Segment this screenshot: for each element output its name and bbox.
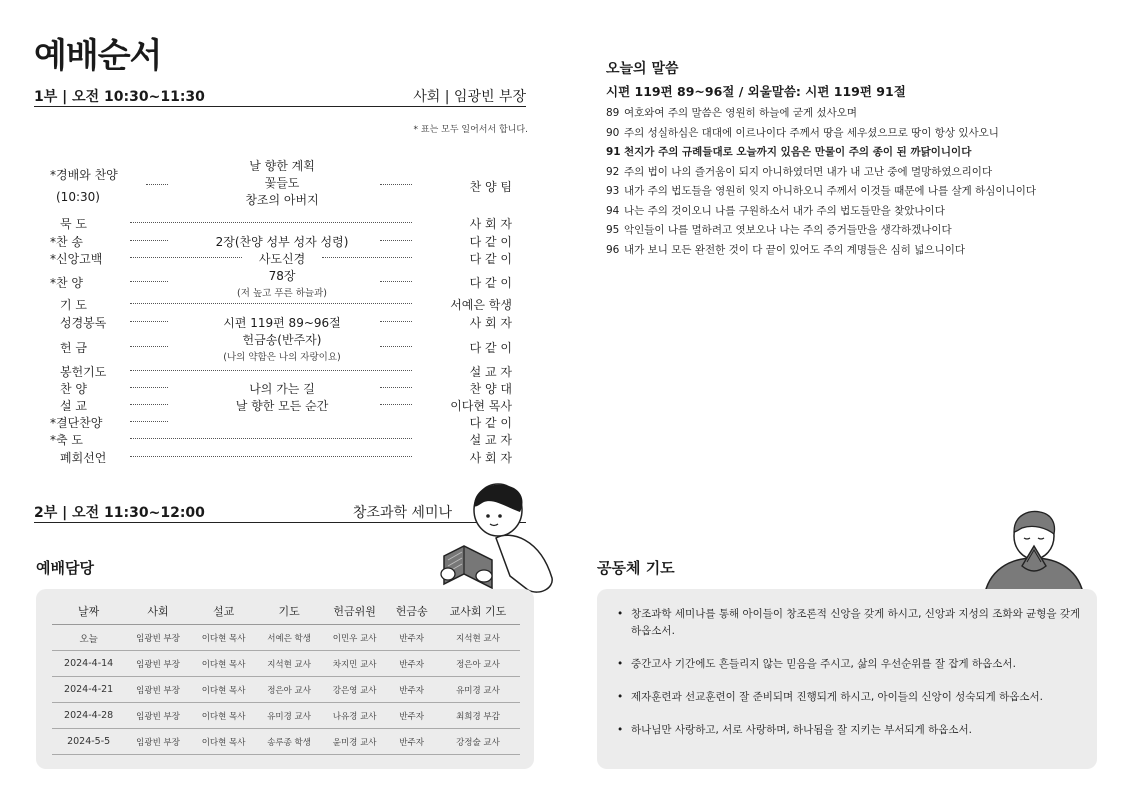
- order-leader: 다 같 이: [469, 276, 512, 290]
- order-content: 사도신경: [258, 252, 306, 266]
- verse-item: [606, 104, 1066, 124]
- order-row: [50, 314, 512, 330]
- verse-text: 나는 주의 것이오니 나를 구원하소서 내가 주의 법도들만을 찾았나이다: [624, 204, 945, 217]
- table-row: [52, 677, 520, 703]
- table-cell: 임광빈 부장: [125, 625, 191, 651]
- order-leader: 다 같 이: [469, 416, 512, 430]
- prayer-title: 공동체 기도: [597, 559, 675, 577]
- table-cell: 나유경 교사: [322, 703, 388, 729]
- verse-text: 내가 주의 법도들을 영원히 잊지 아니하오니 주께서 이것들 때문에 나를 살게 하심이니이다: [624, 185, 1037, 197]
- order-leader: 다 같 이: [469, 235, 512, 249]
- order-row: [50, 158, 512, 210]
- column-header: 설교: [191, 598, 257, 625]
- order-label-time: (10:30): [56, 190, 100, 204]
- table-row: [52, 729, 520, 755]
- order-content: 2장(찬양 성부 성자 성령): [215, 235, 349, 249]
- order-leader: 설 교 자: [469, 365, 512, 379]
- word-reference: 시편 119편 89~96절 / 외울말씀: 시편 119편 91절: [606, 84, 906, 99]
- leader-dots: [130, 370, 412, 371]
- table-cell: 송루종 학생: [256, 729, 322, 755]
- song-title: 꽃들도: [264, 176, 300, 190]
- leader-dots: [380, 404, 412, 405]
- verse-text: 여호와여 주의 말씀은 영원히 하늘에 굳게 섰사오며: [624, 107, 858, 119]
- person-praying-icon: [980, 506, 1088, 602]
- date-cell: 2024-5-5: [52, 729, 125, 755]
- table-cell: 반주자: [387, 703, 436, 729]
- table-cell: 강정술 교사: [436, 729, 520, 755]
- verse-number: 89: [606, 107, 620, 119]
- duty-title: 예배담당: [36, 559, 94, 577]
- column-header: 날짜: [52, 598, 125, 625]
- leader-dots: [130, 303, 412, 304]
- table-cell: 정은아 교사: [436, 651, 520, 677]
- date-cell: 오늘: [52, 625, 125, 651]
- table-cell: 최희경 부감: [436, 703, 520, 729]
- verse-item: [606, 221, 1066, 241]
- order-label: 봉헌기도: [60, 365, 107, 379]
- order-leader: 설 교 자: [469, 433, 512, 447]
- verse-text: 내가 보니 모든 완전한 것이 다 끝이 있어도 주의 계명들은 심히 넓으니이다: [624, 243, 966, 256]
- table-cell: 반주자: [387, 677, 436, 703]
- order-leader: 서예은 학생: [450, 298, 512, 312]
- order-content: 나의 가는 길: [249, 382, 315, 396]
- leader-dots: [130, 421, 168, 422]
- order-leader: 이다현 목사: [450, 399, 512, 413]
- standing-note: * 표는 모두 일어서서 합니다.: [413, 125, 528, 135]
- song-title: 날 향한 계획: [249, 159, 315, 173]
- verse-item: [606, 163, 1066, 183]
- order-row: [50, 250, 512, 266]
- leader-dots: [380, 387, 412, 388]
- order-label: 설 교: [60, 399, 87, 413]
- column-header: 사회: [125, 598, 191, 625]
- table-cell: 임광빈 부장: [125, 651, 191, 677]
- prayer-item: • 중간고사 기간에도 흔들리지 않는 믿음을 주시고, 삶의 우선순위를 잘 잡게 하옵소서.: [615, 656, 1085, 673]
- table-cell: 이다현 목사: [191, 625, 257, 651]
- order-content: 시편 119편 89~96절: [223, 316, 341, 330]
- order-label: 기 도: [60, 298, 87, 312]
- table-cell: 지석현 교사: [436, 625, 520, 651]
- leader-dots: [380, 240, 412, 241]
- order-label: 찬 양: [60, 382, 87, 396]
- column-header: 교사회 기도: [436, 598, 520, 625]
- order-row: [50, 331, 512, 361]
- order-row: [50, 233, 512, 249]
- duty-table: [52, 598, 520, 755]
- order-label: *축 도: [50, 433, 83, 447]
- date-cell: 2024-4-28: [52, 703, 125, 729]
- order-leader: 사 회 자: [469, 217, 512, 231]
- order-content: 날 향한 모든 순간: [235, 399, 329, 413]
- order-row: [50, 414, 512, 430]
- person-reading-book-icon: [436, 480, 558, 598]
- table-cell: 유미경 교사: [256, 703, 322, 729]
- order-row: [50, 363, 512, 379]
- order-row: [50, 397, 512, 413]
- verse-text: 천지가 주의 규례들대로 오늘까지 있음은 만물이 주의 종이 된 까닭이니이다: [624, 146, 972, 158]
- order-subtitle: (나의 약함은 나의 자랑이요): [223, 352, 341, 363]
- order-leader: 찬 양 대: [469, 382, 512, 396]
- order-label: *찬 양: [50, 276, 83, 290]
- table-cell: 임광빈 부장: [125, 729, 191, 755]
- part2-label: 2부 | 오전 11:30~12:00: [34, 505, 205, 521]
- table-cell: 임광빈 부장: [125, 703, 191, 729]
- verse-number: 93: [606, 185, 620, 197]
- prayer-list: [615, 606, 1085, 755]
- leader-dots: [130, 456, 412, 457]
- verse-text: 악인들이 나를 멸하려고 엿보오나 나는 주의 증거들만을 생각하겠나이다: [624, 224, 952, 236]
- verse-text: 주의 성실하심은 대대에 이르나이다 주께서 땅을 세우셨으므로 땅이 항상 있사오니: [624, 126, 999, 139]
- table-cell: 차지민 교사: [322, 651, 388, 677]
- leader-dots: [380, 346, 412, 347]
- order-subtitle: (저 높고 푸른 하늘과): [237, 288, 327, 299]
- leader-dots: [380, 281, 412, 282]
- memory-verse-item: [606, 143, 1066, 163]
- word-title: 오늘의 말씀: [606, 61, 679, 77]
- order-row: [50, 449, 512, 465]
- order-content: 78장: [268, 269, 296, 283]
- table-cell: 정은아 교사: [256, 677, 322, 703]
- part1-header: [34, 80, 526, 107]
- order-leader: 다 같 이: [469, 252, 512, 266]
- table-cell: 유미경 교사: [436, 677, 520, 703]
- verse-number: 95: [606, 224, 620, 236]
- order-label: *신앙고백: [50, 252, 103, 266]
- table-row: [52, 703, 520, 729]
- column-header: 헌금위원: [322, 598, 388, 625]
- leader-dots: [130, 438, 412, 439]
- part1-host: 사회 | 임광빈 부장: [413, 89, 526, 105]
- order-label: 성경봉독: [60, 316, 107, 330]
- table-row: [52, 625, 520, 651]
- order-label: 헌 금: [60, 341, 87, 355]
- verse-text: 주의 법이 나의 즐거움이 되지 아니하였더면 내가 내 고난 중에 멸망하였으리이다: [624, 165, 993, 178]
- verse-number: 96: [606, 243, 620, 256]
- verse-number: 91: [606, 146, 621, 158]
- order-label: *결단찬양: [50, 416, 103, 430]
- date-cell: 2024-4-21: [52, 677, 125, 703]
- leader-dots: [322, 257, 412, 258]
- prayer-item: • 하나님만 사랑하고, 서로 사랑하며, 하나됨을 잘 지키는 부서되게 하옵소서.: [615, 722, 1085, 739]
- verse-item: [606, 182, 1066, 202]
- leader-dots: [380, 184, 412, 185]
- verse-list: [606, 104, 1066, 260]
- date-cell: 2024-4-14: [52, 651, 125, 677]
- table-cell: 이민우 교사: [322, 625, 388, 651]
- prayer-item: • 창조과학 세미나를 통해 아이들이 창조론적 신앙을 갖게 하시고, 신앙과 지성의 조화와 균형을 갖게 하옵소서.: [615, 606, 1085, 640]
- order-row: [50, 267, 512, 299]
- order-label: *경배와 찬양: [50, 168, 118, 182]
- table-cell: 지석현 교사: [256, 651, 322, 677]
- table-row: [52, 651, 520, 677]
- order-row: [50, 380, 512, 396]
- verse-number: 94: [606, 204, 620, 217]
- leader-dots: [130, 222, 412, 223]
- table-cell: 임광빈 부장: [125, 677, 191, 703]
- verse-item: [606, 124, 1066, 144]
- table-cell: 강은영 교사: [322, 677, 388, 703]
- table-cell: 이다현 목사: [191, 703, 257, 729]
- song-title: 창조의 아버지: [245, 193, 319, 207]
- order-leader: 다 같 이: [469, 341, 512, 355]
- part1-label: 1부 | 오전 10:30~11:30: [34, 89, 205, 105]
- verse-item: [606, 241, 1066, 261]
- order-leader: 사 회 자: [469, 451, 512, 465]
- order-label: 묵 도: [60, 217, 87, 231]
- order-leader: 찬 양 팀: [469, 180, 512, 194]
- order-row: [50, 431, 512, 447]
- order-label: 폐회선언: [60, 451, 107, 465]
- table-cell: 이다현 목사: [191, 677, 257, 703]
- verse-number: 90: [606, 126, 620, 139]
- prayer-item: • 제자훈련과 선교훈련이 잘 준비되며 진행되게 하시고, 아이들의 신앙이 성숙되게 하옵소서.: [615, 689, 1085, 706]
- table-cell: 이다현 목사: [191, 651, 257, 677]
- table-cell: 반주자: [387, 651, 436, 677]
- table-cell: 반주자: [387, 729, 436, 755]
- order-label: *찬 송: [50, 235, 83, 249]
- column-header: 헌금송: [387, 598, 436, 625]
- table-cell: 반주자: [387, 625, 436, 651]
- page-title: 예배순서: [34, 36, 162, 76]
- table-header-row: [52, 598, 520, 625]
- table-cell: 이다현 목사: [191, 729, 257, 755]
- verse-number: 92: [606, 165, 620, 178]
- part2-title: 창조과학 세미나: [352, 505, 452, 521]
- order-row: [50, 296, 512, 312]
- leader-dots: [380, 321, 412, 322]
- order-content: 헌금송(반주자): [242, 333, 322, 347]
- table-cell: 서예은 학생: [256, 625, 322, 651]
- verse-item: [606, 202, 1066, 222]
- order-row: [50, 215, 512, 231]
- order-leader: 사 회 자: [469, 316, 512, 330]
- column-header: 기도: [256, 598, 322, 625]
- table-cell: 윤미경 교사: [322, 729, 388, 755]
